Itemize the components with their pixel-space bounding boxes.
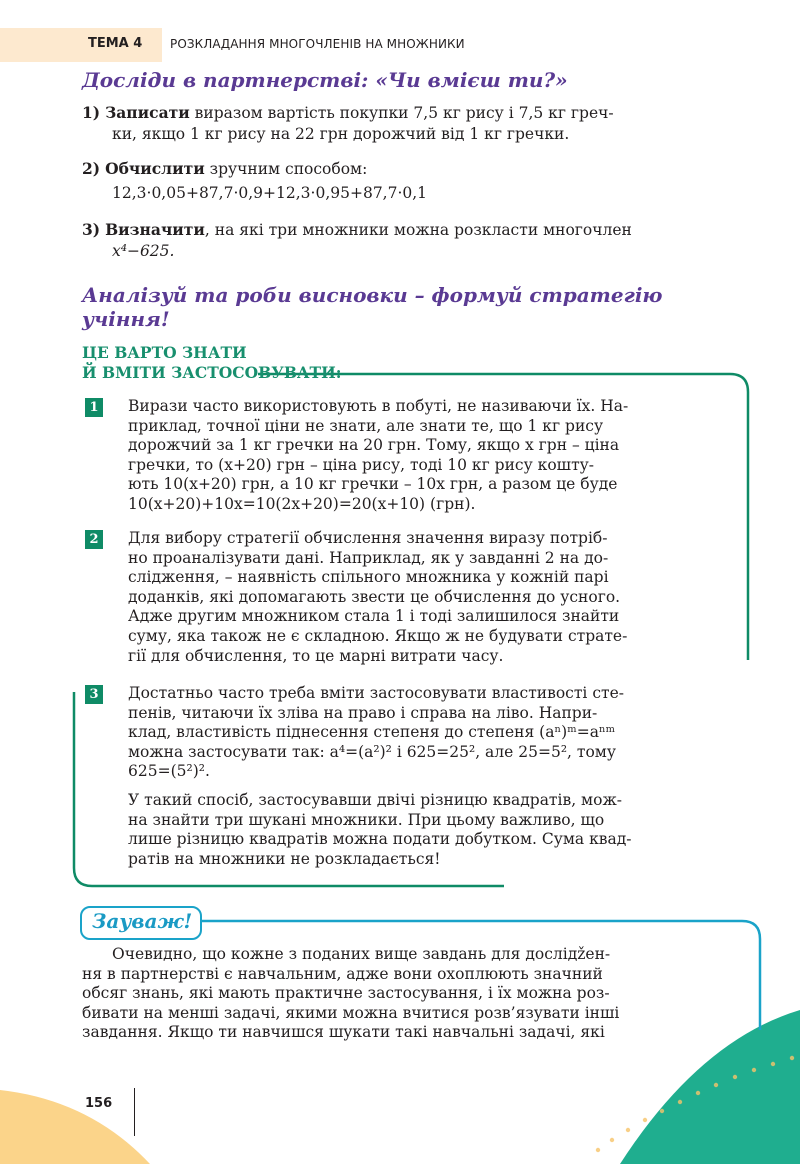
point-line: можна застосувати так: a⁴=(a²)² і 625=25², але 25=5², тому — [128, 742, 616, 761]
point-3-text — [128, 684, 740, 869]
point-line: гії для обчислення, то це марні витрати часу. — [128, 646, 504, 665]
task-expression: 12,3·0,05+87,7·0,9+12,3·0,95+87,7·0,1 — [112, 184, 428, 202]
know-heading-line1: ЦЕ ВАРТО ЗНАТИ — [82, 343, 247, 362]
explore-heading: Досліди в партнерстві: «Чи вмієш ти?» — [82, 68, 568, 92]
task-number: 2) — [82, 159, 101, 178]
point-line: Для вибору стратегії обчислення значення виразу потріб- — [128, 529, 608, 547]
point-line: Достатньо часто треба вміти застосовувати властивості сте- — [128, 684, 624, 702]
task-1 — [82, 102, 742, 145]
task-number: 3) — [82, 220, 101, 239]
point-line: лише різницю квадратів можна подати добутком. Сума квад- — [128, 830, 632, 849]
task-number: 1) — [82, 103, 101, 122]
point-line: ють 10(x+20) грн, а 10 кг гречки – 10x грн, а разом це буде — [128, 475, 618, 494]
task-text: зручним способом: — [204, 160, 368, 178]
point-badge: 3 — [85, 685, 103, 704]
know-heading-line2: Й ВМІТИ ЗАСТОСОВУВАТИ: — [82, 363, 342, 382]
task-text: виразом вартість покупки 7,5 кг рису і 7,5 кг греч- — [189, 104, 614, 122]
point-line: клад, властивість піднесення степеня до степеня (aⁿ)ᵐ=aⁿᵐ — [128, 723, 616, 742]
strategy-heading-line2: учіння! — [82, 307, 170, 331]
point-line: приклад, точної ціни не знати, але знати те, що 1 кг рису — [128, 416, 604, 435]
point-line: 10(x+20)+10x=10(2x+20)=20(x+10) (грн). — [128, 494, 476, 513]
point-line: но проаналізувати дані. Наприклад, як у завданні 2 на до- — [128, 548, 609, 567]
point-badge: 2 — [85, 530, 103, 549]
point-line: слідження, – наявність спільного множника у кожній парі — [128, 568, 609, 587]
point-1-text — [128, 397, 740, 515]
point-line: У такий спосіб, застосувавши двічі різницю квадратів, мож- — [128, 790, 622, 809]
topic-title: РОЗКЛАДАННЯ МНОГОЧЛЕНІВ НА МНОЖНИКИ — [170, 37, 465, 51]
point-2-text — [128, 529, 740, 666]
note-line: ня в партнерстві є навчальним, адже вони охоплюють значний — [82, 964, 603, 983]
task-2 — [82, 158, 742, 204]
point-line: на знайти три шукані множники. При цьому важливо, що — [128, 810, 605, 829]
note-line: завдання. Якщо ти навчишся шукати такі навчальні задачі, які — [82, 1023, 605, 1042]
point-line: ратів на множники не розкладається! — [128, 849, 441, 868]
strategy-heading-line1: Аналізуй та роби висновки – формуй стратегію — [82, 283, 663, 307]
note-line: обсяг знань, які мають практичне застосування, і їх можна роз- — [82, 984, 610, 1003]
page-number-divider — [134, 1088, 135, 1136]
point-badge: 1 — [85, 398, 103, 417]
point-line: суму, яка також не є складною. Якщо ж не будувати страте- — [128, 626, 628, 645]
page-number: 156 — [85, 1096, 113, 1111]
point-line: дорожчий за 1 кг гречки на 20 грн. Тому, якщо x грн – ціна — [128, 436, 620, 455]
point-line: 625=(5²)². — [128, 762, 210, 781]
point-line: гречки, то (x+20) грн – ціна рису, тоді 10 кг рису кошту- — [128, 455, 595, 474]
task-3 — [82, 219, 742, 262]
topic-label: ТЕМА 4 — [88, 36, 143, 51]
task-text: , на які три множники можна розкласти многочлен — [204, 221, 632, 239]
task-expression: x⁴−625. — [112, 242, 175, 260]
task-verb: Записати — [105, 103, 190, 122]
note-label: Зауваж! — [92, 909, 193, 933]
point-line: доданків, які допомагають звести це обчислення до усного. — [128, 587, 621, 606]
note-line: Очевидно, що кожне з поданих вище завдань для дослідžен- — [112, 945, 611, 963]
task-verb: Визначити — [105, 220, 205, 239]
point-line: пенів, читаючи їх зліва на право і справа на ліво. Напри- — [128, 703, 598, 722]
note-text — [82, 945, 740, 1043]
task-verb: Обчислити — [105, 159, 205, 178]
note-line: бивати на менші задачі, якими можна вчитися розв’язувати інші — [82, 1003, 620, 1022]
point-line: Адже другим множником стала 1 і тоді залишилося знайти — [128, 607, 620, 626]
task-text: ки, якщо 1 кг рису на 22 грн дорожчий від 1 кг гречки. — [112, 125, 570, 143]
point-line: Вирази часто використовують в побуті, не називаючи їх. На- — [128, 397, 629, 415]
